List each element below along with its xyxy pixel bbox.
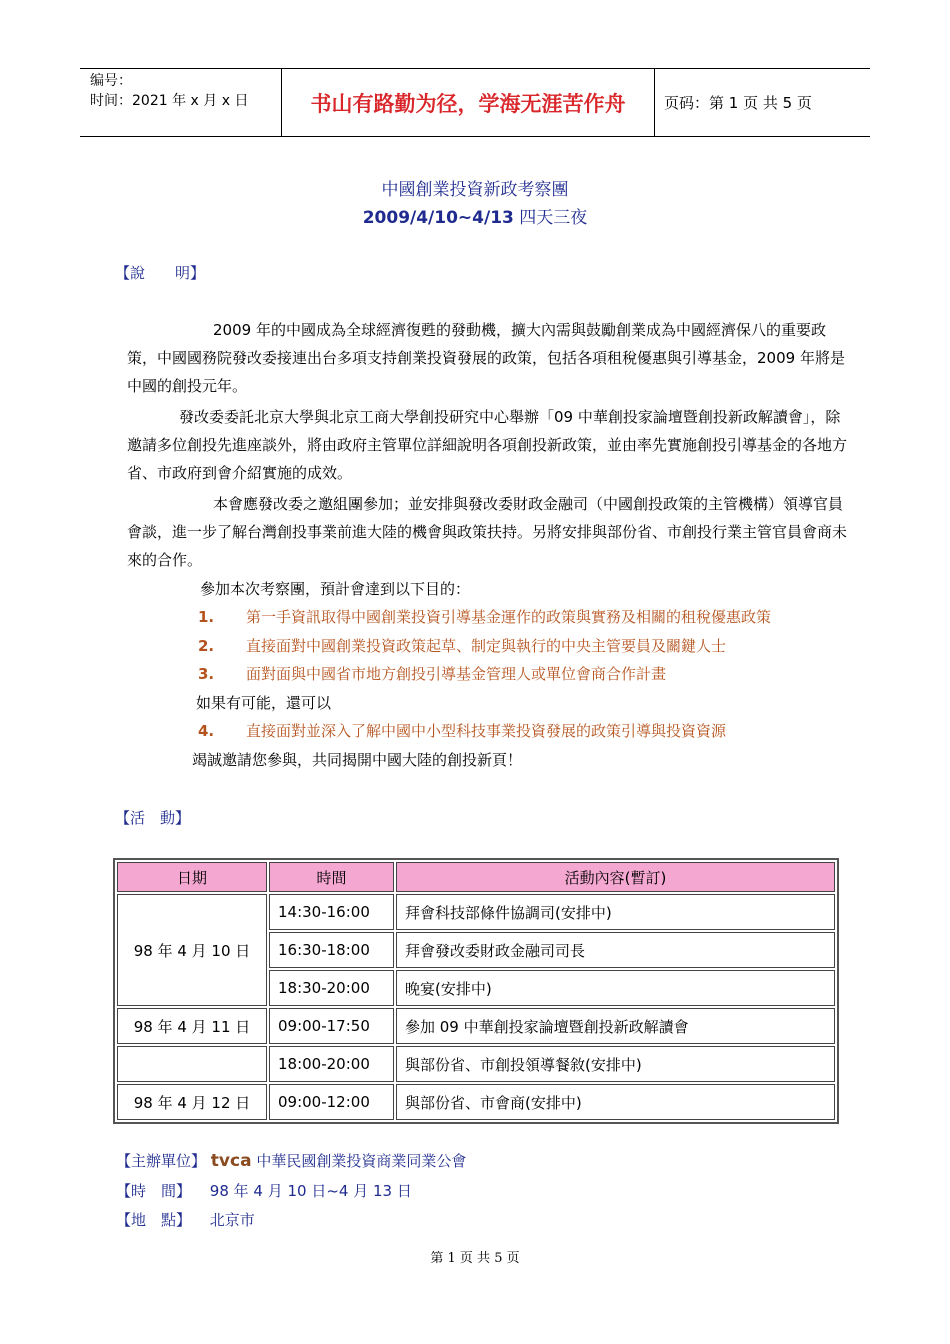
table-header-row [117, 862, 835, 892]
host-label: 【主辦單位】 [116, 1152, 207, 1170]
cell-time: 18:30-20:00 [269, 970, 394, 1006]
doc-title: 中國創業投資新政考察團 [381, 180, 569, 200]
paragraph-2: 發改委委託北京大學與北京工商大學創投研究中心舉辦「09 中華創投家論壇暨創投新政解讀會」，除邀請多位創投先進座談外，將由政府主管單位詳細說明各項創投新政策，並由率先實施創投引導基金的各地方省、市政府到會介紹實施的成效。 [127, 408, 848, 482]
cell-date: 98 年 4 月 11 日 [117, 1008, 267, 1044]
time-label: 时间：2021 年 x 月 x 日 [90, 93, 249, 109]
doc-subtitle [0, 203, 950, 228]
table-row [117, 1046, 835, 1082]
cell-time: 09:00-12:00 [269, 1084, 394, 1120]
time-line [116, 1180, 412, 1201]
table-row [117, 894, 835, 930]
goal-text: 直接面對並深入了解中國中小型科技事業投資發展的政策引導與投資資源 [246, 722, 727, 740]
invitation-text: 竭誠邀請您參與，共同揭開中國大陸的創投新頁！ [192, 751, 523, 769]
goal-item-1 [198, 606, 771, 627]
if-possible-text: 如果有可能，還可以 [196, 694, 332, 712]
place-value: 北京市 [209, 1211, 255, 1229]
col-header-time: 時間 [269, 862, 394, 892]
number-label: 编号： [90, 73, 132, 89]
place-line [116, 1209, 255, 1230]
table-row [117, 1008, 835, 1044]
col-header-date: 日期 [117, 862, 267, 892]
cell-content: 拜會發改委財政金融司司長 [396, 932, 835, 968]
cell-time: 09:00-17:50 [269, 1008, 394, 1044]
paragraph-3: 本會應發改委之邀組團參加；並安排與發改委財政金融司（中國創投政策的主管機構）領導官員會談，進一步了解台灣創投事業前進大陸的機會與政策扶持。另將安排與部份省、市創投行業主管官員會商未來的合作。 [127, 495, 848, 569]
cell-content: 晚宴(安排中) [396, 970, 835, 1006]
doc-dates: 2009/4/10~4/13 [362, 208, 514, 228]
goal-item-3 [198, 663, 666, 684]
cell-time: 14:30-16:00 [269, 894, 394, 930]
time-value: 98 年 4 月 10 日~4 月 13 日 [209, 1182, 412, 1200]
doc-duration: 四天三夜 [513, 208, 588, 228]
goal-number: 4. [198, 722, 215, 740]
table-row [117, 1084, 835, 1120]
time-label-footer: 【時 間】 [116, 1182, 192, 1200]
header-meta [80, 69, 282, 136]
goal-number: 3. [198, 665, 215, 683]
goals-intro: 參加本次考察團，預計會達到以下目的： [200, 580, 471, 598]
cell-content: 參加 09 中華創投家論壇暨創投新政解讀會 [396, 1008, 835, 1044]
host-brand: tvca [210, 1151, 252, 1171]
cell-date: 98 年 4 月 10 日 [117, 894, 267, 1006]
goal-text: 面對面與中國省市地方創投引導基金管理人或單位會商合作計畫 [246, 665, 667, 683]
goal-number: 1. [198, 608, 215, 626]
cell-content: 拜會科技部條件協調司(安排中) [396, 894, 835, 930]
cell-date: 98 年 4 月 12 日 [117, 1084, 267, 1120]
place-label: 【地 點】 [116, 1211, 192, 1229]
goal-item-4 [198, 720, 726, 741]
header-motto: 书山有路勤为径，学海无涯苦作舟 [282, 69, 655, 136]
section-description-heading: 【說 明】 [115, 264, 206, 282]
cell-time: 16:30-18:00 [269, 932, 394, 968]
cell-content: 與部份省、市會商(安排中) [396, 1084, 835, 1120]
cell-content: 與部份省、市創投領導餐敘(安排中) [396, 1046, 835, 1082]
goal-number: 2. [198, 637, 215, 655]
section-activity-heading: 【活 動】 [115, 809, 191, 827]
page-number: 第 1 页 共 5 页 [430, 1251, 520, 1266]
goal-item-2 [198, 635, 726, 656]
goal-text: 直接面對中國創業投資政策起草、制定與執行的中央主管要員及關鍵人士 [246, 637, 727, 655]
document-header [80, 68, 870, 137]
schedule-table [113, 858, 839, 1124]
cell-time: 18:00-20:00 [269, 1046, 394, 1082]
host-line [116, 1150, 466, 1171]
cell-date [117, 1046, 267, 1082]
col-header-content: 活動內容(暫訂) [396, 862, 835, 892]
paragraph-1: 2009 年的中國成為全球經濟復甦的發動機，擴大內需與鼓勵創業成為中國經濟保八的重要政策，中國國務院發改委接連出台多項支持創業投資發展的政策，包括各項租稅優惠與引導基金，2009 年將是中國的創投元年。 [127, 321, 845, 395]
header-page-label: 页码：第 1 页 共 5 页 [664, 94, 812, 112]
host-name: 中華民國創業投資商業同業公會 [256, 1152, 467, 1170]
goal-text: 第一手資訊取得中國創業投資引導基金運作的政策與實務及相關的租稅優惠政策 [246, 608, 772, 626]
